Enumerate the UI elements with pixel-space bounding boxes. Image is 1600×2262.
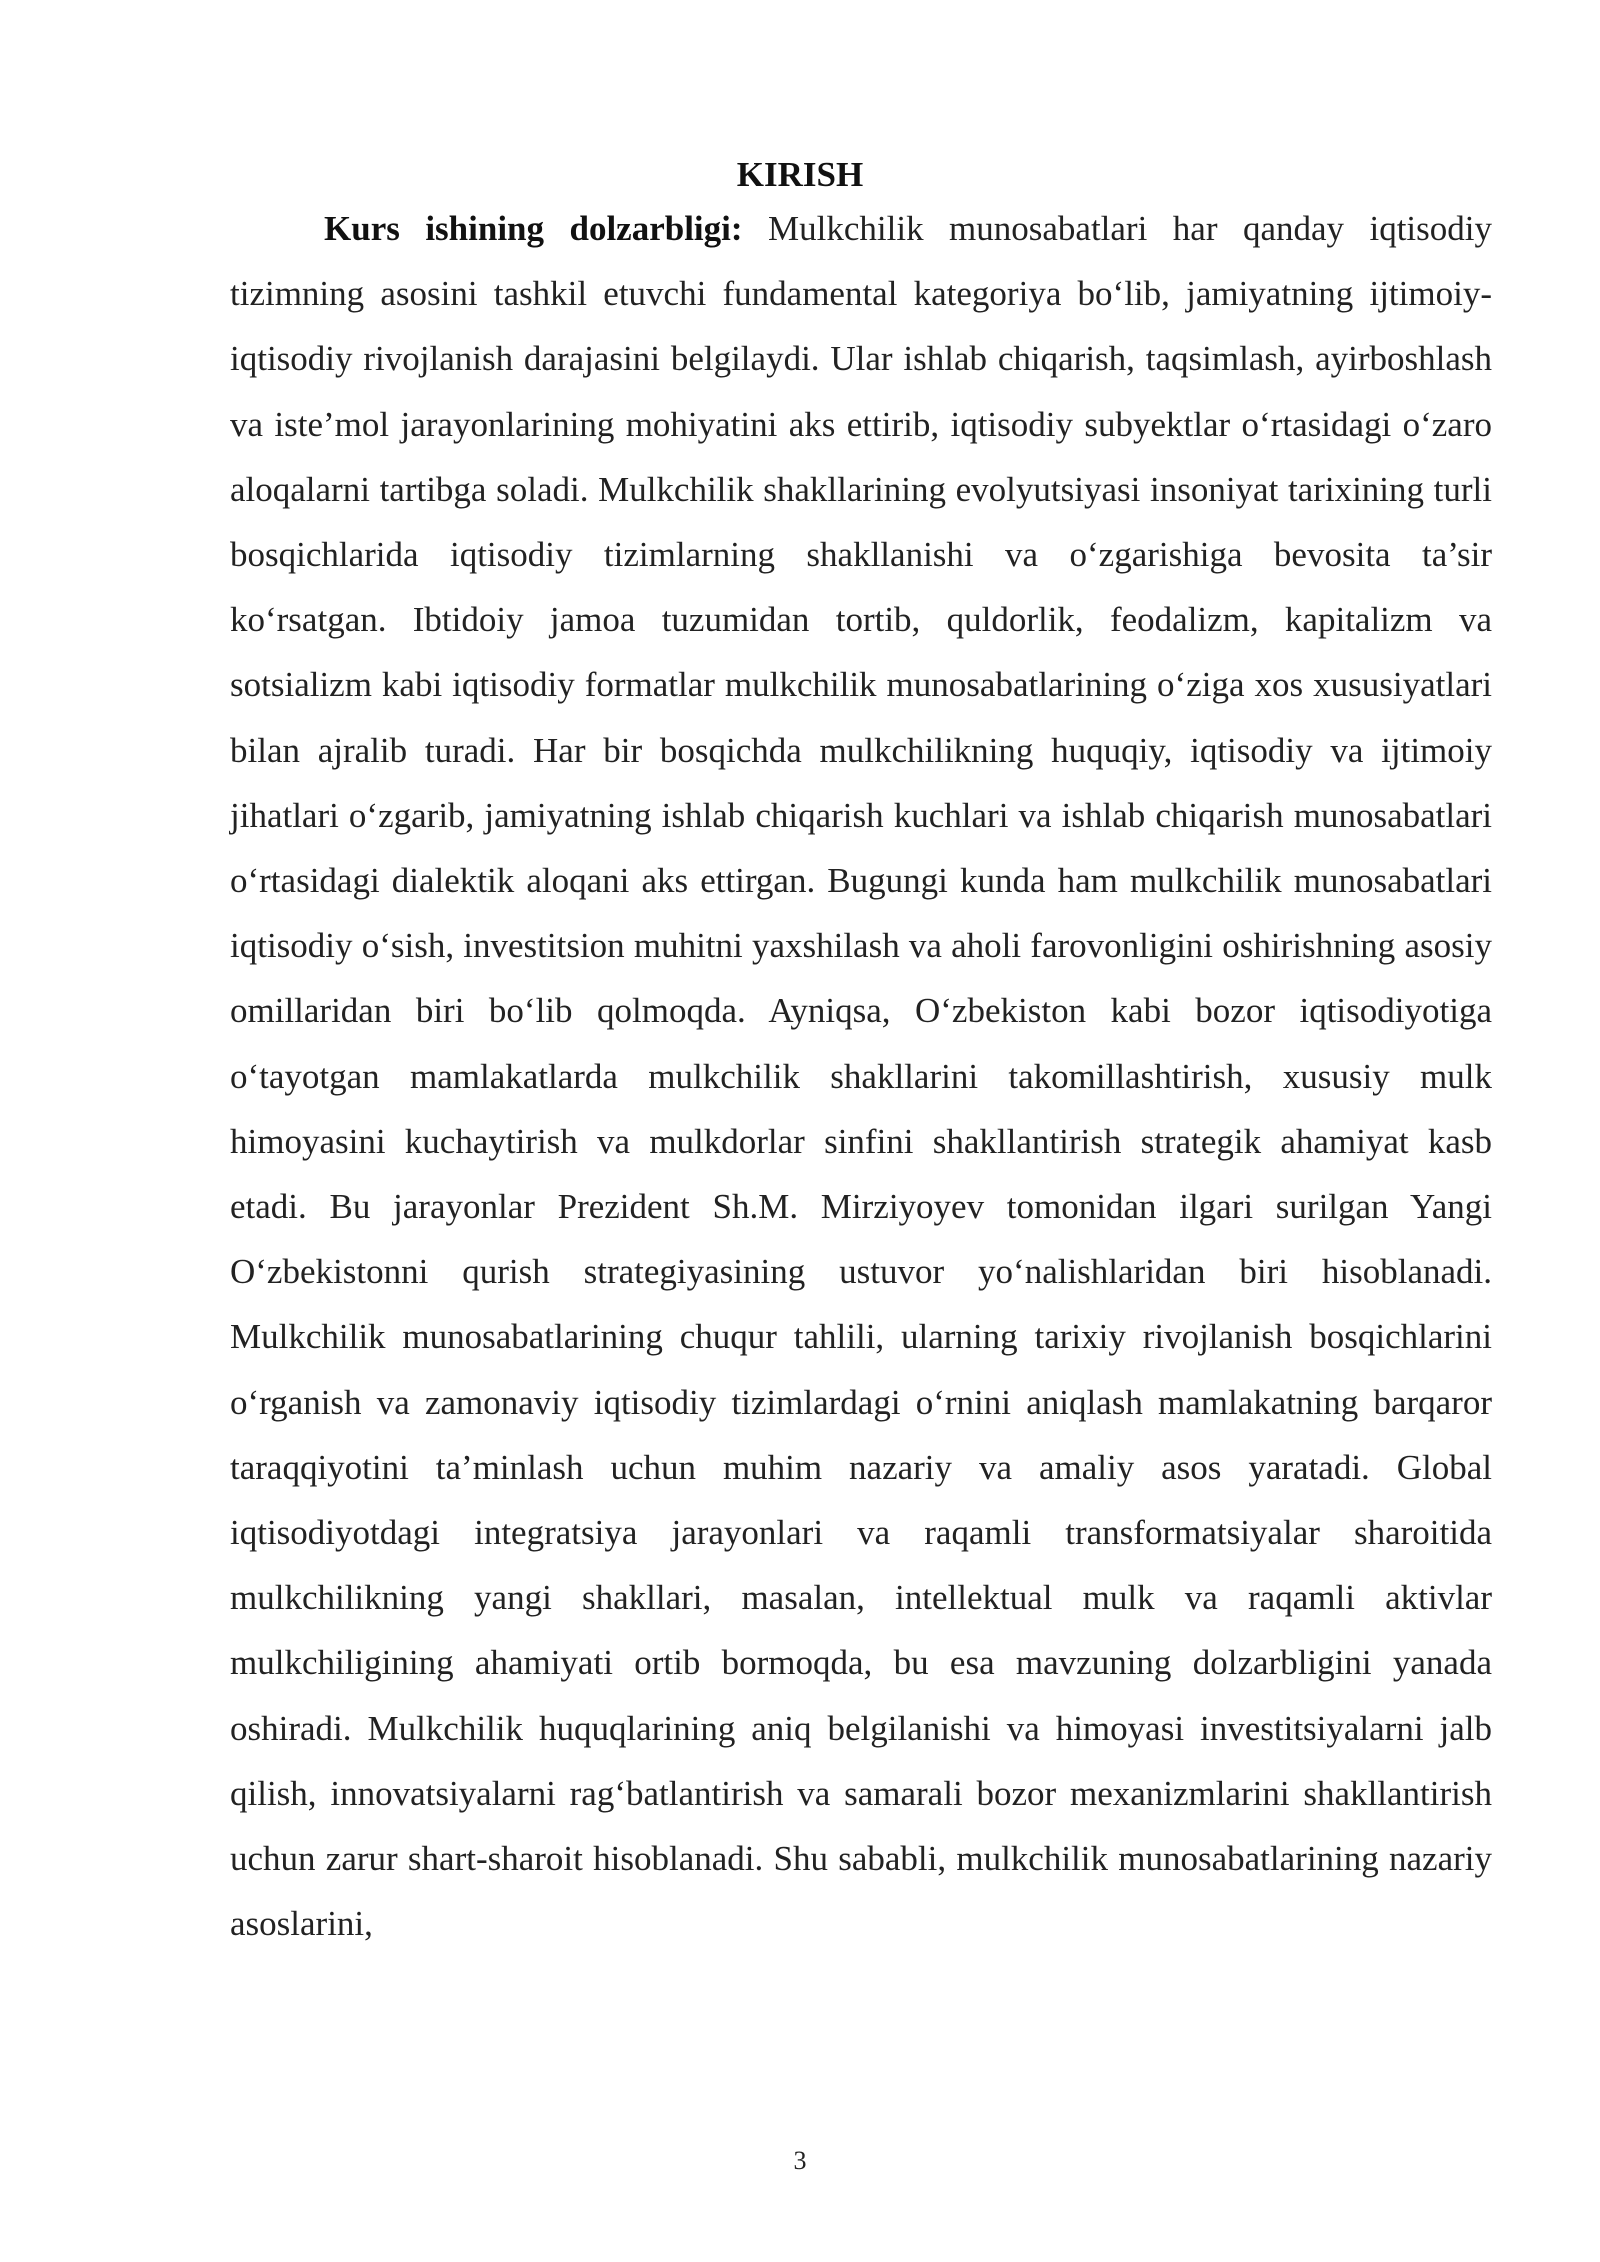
paragraph-lead: Kurs ishining dolzarbligi: xyxy=(324,209,743,248)
paragraph-text: Mulkchilik munosabatlari har qanday iqtisodiy tizimning asosini tashkil etuvchi fundamental kategoriya bo‘lib, jamiyatning ijtimoiy-iqtisodiy rivojlanish darajasini belgilaydi. Ular ishlab chiqarish, taqsimlash, ayirboshlash va iste’mol jarayonlarining mohiyatini aks ettirib, iqtisodiy subyektlar o‘rtasidagi o‘zaro aloqalarni tartibga soladi. Mulkchilik shakllarining evolyutsiyasi insoniyat tarixining turli bosqichlarida iqtisodiy tizimlarning shakllanishi va o‘zgarishiga bevosita ta’sir ko‘rsatgan. Ibtidoiy jamoa tuzumidan tortib, quldorlik, feodalizm, kapitalizm va sotsializm kabi iqtisodiy formatlar mulkchilik munosabatlarining o‘ziga xos xususiyatlari bilan ajralib turadi. Har bir bosqichda mulkchilikning huquqiy, iqtisodiy va ijtimoiy jihatlari o‘zgarib, jamiyatning ishlab chiqarish kuchlari va ishlab chiqarish munosabatlari o‘rtasidagi dialektik aloqani aks ettirgan. Bugungi kunda ham mulkchilik munosabatlari iqtisodiy o‘sish, investitsion muhitni yaxshilash va aholi farovonligini oshirishning asosiy omillaridan biri bo‘lib qolmoqda. Ayniqsa, O‘zbekiston kabi bozor iqtisodiyotiga o‘tayotgan mamlakatlarda mulkchilik shakllarini takomillashtirish, xususiy mulk himoyasini kuchaytirish va mulkdorlar sinfini shakllantirish strategik ahamiyat kasb etadi. Bu jarayonlar Prezident Sh.M. Mirziyoyev tomonidan ilgari surilgan Yangi O‘zbekistonni qurish strategiyasining ustuvor yo‘nalishlaridan biri hisoblanadi. Mulkchilik munosabatlarining chuqur tahlili, ularning tarixiy rivojlanish bosqichlarini o‘rganish va zamonaviy iqtisodiy tizimlardagi o‘rnini aniqlash mamlakatning barqaror taraqqiyotini ta’minlash uchun muhim nazariy va amaliy asos yaratadi. Global iqtisodiyotdagi integratsiya jarayonlari va raqamli transformatsiyalar sharoitida mulkchilikning yangi shakllari, masalan, intellektual mulk va raqamli aktivlar mulkchiligining ahamiyati ortib bormoqda, bu esa mavzuning dolzarbligini yanada oshiradi. Mulkchilik huquqlarining aniq belgilanishi va himoyasi investitsiyalarni jalb qilish, innovatsiyalarni rag‘batlantirish va samarali bozor mexanizmlarini shakllantirish uchun zarur shart-sharoit hisoblanadi. Shu sababli, mulkchilik munosabatlarining nazariy asoslarini, xyxy=(230,209,1493,1944)
body-paragraph xyxy=(230,196,1492,1956)
page-number: 3 xyxy=(793,2146,807,2175)
section-heading: KIRISH xyxy=(736,155,864,194)
